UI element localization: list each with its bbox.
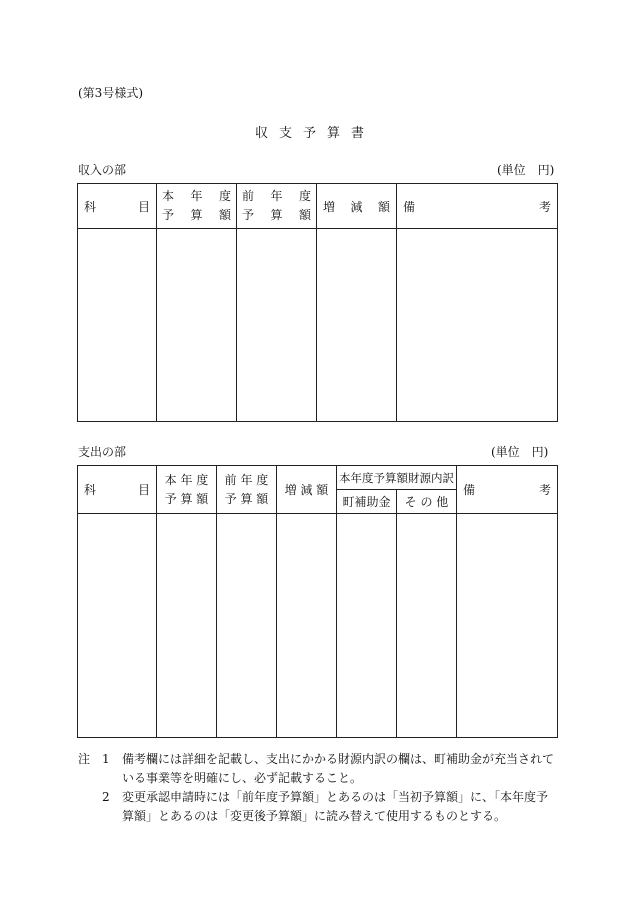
expense-unit: (単位 円) bbox=[491, 445, 549, 459]
expense-heading: 支出の部 bbox=[78, 445, 127, 459]
income-cell[interactable] bbox=[397, 229, 558, 422]
expense-cell[interactable] bbox=[217, 514, 277, 738]
income-col-item: 科 目 bbox=[78, 184, 157, 229]
expense-cell[interactable] bbox=[337, 514, 397, 738]
income-header-row bbox=[78, 184, 558, 229]
income-cell[interactable] bbox=[317, 229, 397, 422]
income-cell[interactable] bbox=[78, 229, 157, 422]
income-col-change: 増 減 額 bbox=[317, 184, 397, 229]
income-col-this-year: 本 年 度 予 算 額 bbox=[157, 184, 237, 229]
note-text: 備考欄には詳細を記載し、支出にかかる財源内訳の欄は、町補助金が充当されている事業等を明確にし、必ず記載すること。 bbox=[122, 752, 555, 785]
note-item bbox=[78, 788, 558, 826]
notes-label: 注 bbox=[78, 752, 91, 766]
income-body-row bbox=[78, 229, 558, 422]
expense-col-town-subsidy: 町補助金 bbox=[337, 490, 397, 514]
income-cell[interactable] bbox=[237, 229, 317, 422]
expense-body-row bbox=[78, 514, 558, 738]
expense-table bbox=[77, 465, 558, 738]
income-heading: 収入の部 bbox=[78, 163, 127, 177]
income-table bbox=[77, 183, 558, 422]
expense-col-this-year: 本 年 度 予 算 額 bbox=[157, 466, 217, 514]
expense-cell[interactable] bbox=[78, 514, 157, 738]
expense-col-item: 科 目 bbox=[78, 466, 157, 514]
income-col-prev-year: 前 年 度 予 算 額 bbox=[237, 184, 317, 229]
expense-cell[interactable] bbox=[397, 514, 457, 738]
expense-col-change: 増 減 額 bbox=[277, 466, 337, 514]
income-col-remarks: 備 考 bbox=[397, 184, 558, 229]
expense-col-remarks: 備 考 bbox=[457, 466, 558, 514]
document-title: 収支予算書 bbox=[254, 126, 375, 141]
note-number: 2 bbox=[102, 790, 110, 804]
note-number: 1 bbox=[102, 752, 110, 766]
note-text: 変更承認申請時には「前年度予算額」とあるのは「当初予算額」に、「本年度予算額」とあるのは「変更後予算額」に読み替えて使用するものとする。 bbox=[122, 790, 549, 823]
expense-header-row-1 bbox=[78, 466, 558, 490]
income-unit: (単位 円) bbox=[497, 163, 555, 177]
expense-cell[interactable] bbox=[277, 514, 337, 738]
expense-col-other: そ の 他 bbox=[397, 490, 457, 514]
expense-col-prev-year: 前 年 度 予 算 額 bbox=[217, 466, 277, 514]
form-number: (第3号様式) bbox=[78, 86, 143, 100]
expense-col-breakdown: 本年度予算額財源内訳 bbox=[337, 466, 457, 490]
notes bbox=[78, 750, 558, 826]
expense-cell[interactable] bbox=[457, 514, 558, 738]
income-cell[interactable] bbox=[157, 229, 237, 422]
expense-cell[interactable] bbox=[157, 514, 217, 738]
note-item bbox=[78, 750, 558, 788]
